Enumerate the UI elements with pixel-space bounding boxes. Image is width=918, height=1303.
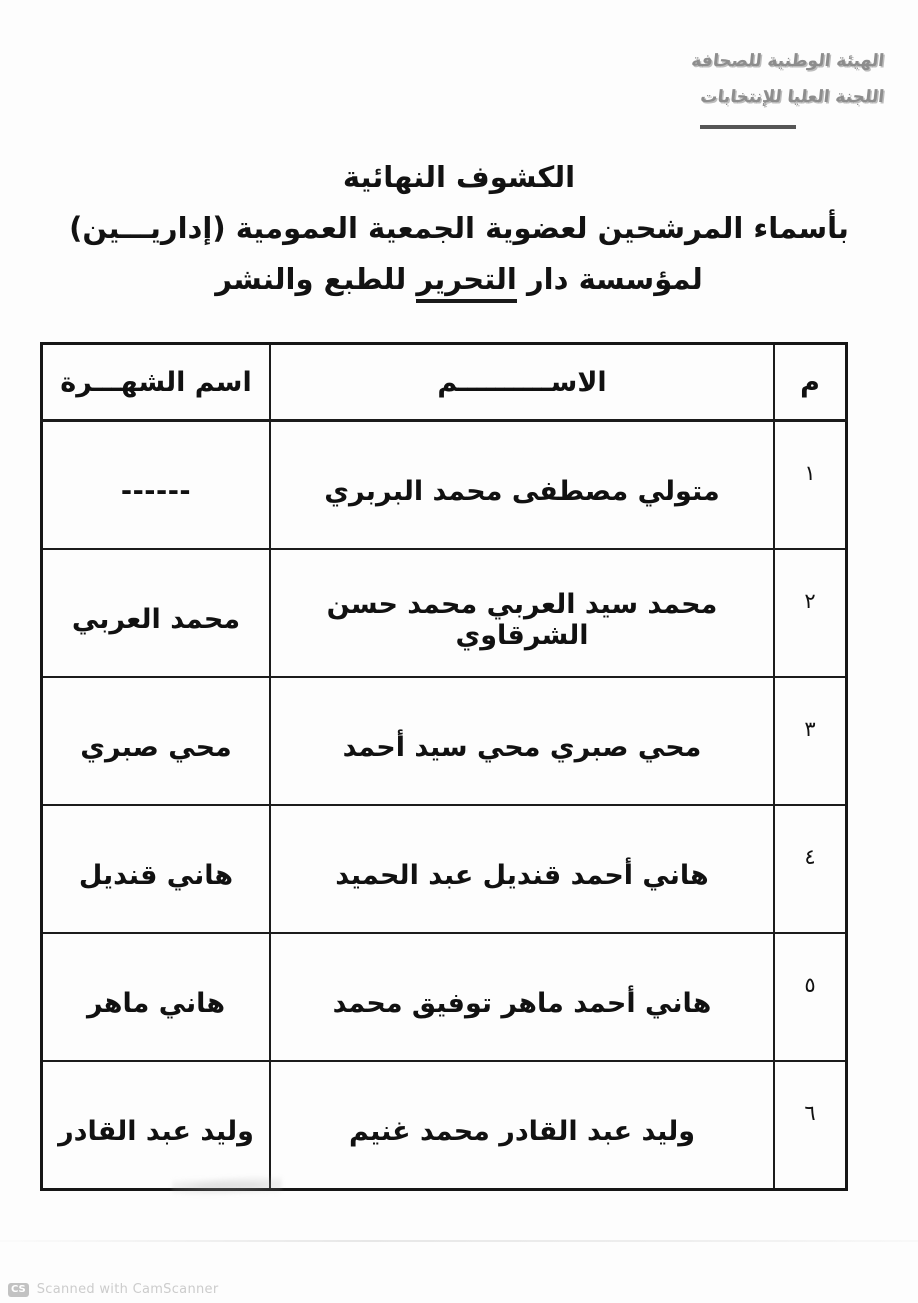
index-cell: ٢	[774, 549, 847, 677]
table-row	[42, 805, 847, 933]
index-cell: ١	[774, 421, 847, 550]
table-row	[42, 677, 847, 805]
organization-prefix: لمؤسسة دار	[516, 262, 703, 296]
camscanner-watermark	[8, 1282, 218, 1297]
name-cell: متولي مصطفى محمد البربري	[270, 421, 774, 550]
index-cell: ٤	[774, 805, 847, 933]
letterhead-rule	[700, 125, 796, 129]
letterhead	[664, 44, 884, 129]
letterhead-line-1: الهيئة الوطنية للصحافة	[690, 51, 886, 71]
document-subtitle: بأسماء المرشحين لعضوية الجمعية العمومية (إداريـــين)	[69, 211, 849, 245]
index-cell: ٣	[774, 677, 847, 805]
document-title: الكشوف النهائية	[342, 160, 576, 194]
nickname-cell: محمد العربي	[42, 549, 271, 677]
table-header-row	[42, 344, 847, 421]
index-cell: ٥	[774, 933, 847, 1061]
nickname-cell: هاني ماهر	[42, 933, 271, 1061]
table-row	[42, 1061, 847, 1190]
index-cell: ٦	[774, 1061, 847, 1190]
table-body	[42, 421, 847, 1190]
header-name: الاســــــــــم	[270, 344, 774, 421]
scan-artifact-line	[0, 1240, 918, 1242]
letterhead-line-2: اللجنة العليا للإنتخابات	[699, 86, 886, 107]
organization-line	[0, 262, 918, 296]
table-row	[42, 421, 847, 550]
header-index: م	[774, 344, 847, 421]
name-cell: وليد عبد القادر محمد غنيم	[270, 1061, 774, 1190]
camscanner-badge-icon: CS	[8, 1283, 29, 1297]
name-cell: محي صبري محي سيد أحمد	[270, 677, 774, 805]
name-cell: محمد سيد العربي محمد حسن الشرقاوي	[270, 549, 774, 677]
organization-suffix: للطبع والنشر	[215, 262, 417, 296]
scan-artifact-smudge	[172, 1176, 282, 1198]
candidates-table	[40, 342, 848, 1191]
nickname-cell: ------	[42, 421, 271, 550]
name-cell: هاني أحمد ماهر توفيق محمد	[270, 933, 774, 1061]
title-block	[0, 160, 918, 316]
organization-underlined-word: التحرير	[416, 262, 517, 303]
nickname-cell: وليد عبد القادر	[42, 1061, 271, 1190]
name-cell: هاني أحمد قنديل عبد الحميد	[270, 805, 774, 933]
header-nickname: اسم الشهـــرة	[42, 344, 271, 421]
candidates-table-wrapper	[40, 342, 838, 1191]
table-row	[42, 549, 847, 677]
camscanner-text: Scanned with CamScanner	[36, 1282, 219, 1297]
nickname-cell: محي صبري	[42, 677, 271, 805]
table-row	[42, 933, 847, 1061]
nickname-cell: هاني قنديل	[42, 805, 271, 933]
